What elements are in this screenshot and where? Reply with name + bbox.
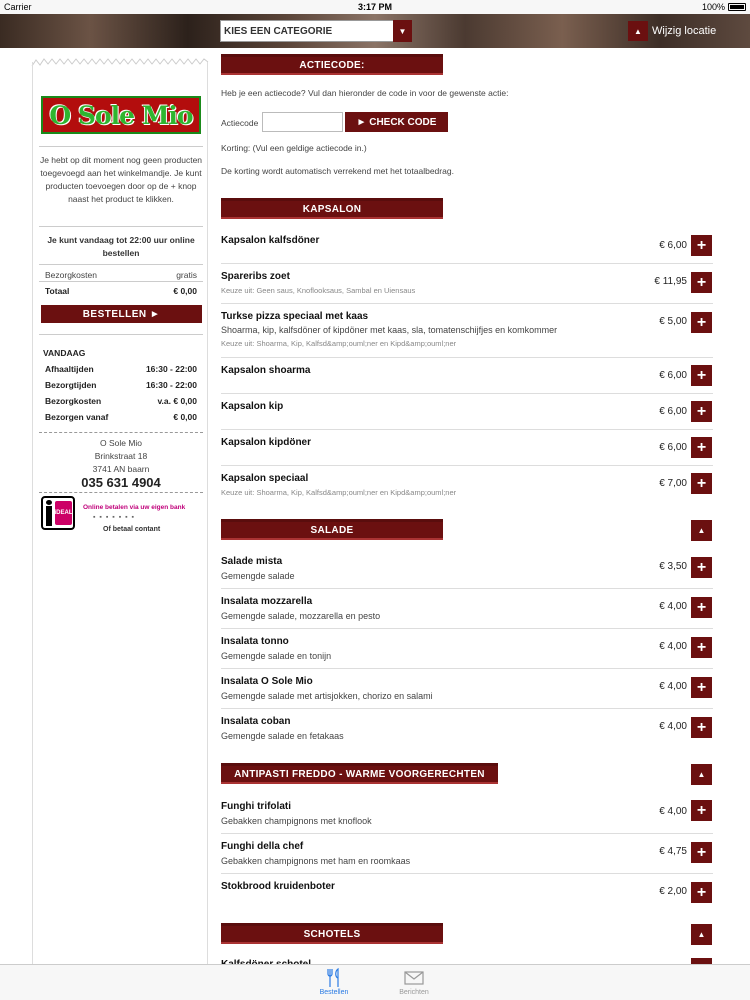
menu-item: [221, 709, 713, 749]
arrow-up-icon: ▲: [628, 21, 648, 41]
today-heading: VANDAAG: [43, 348, 86, 358]
section-header-antipasti: ANTIPASTI FREDDO - WARME VOORGERECHTEN: [221, 763, 498, 784]
battery-percent: 100%: [701, 2, 725, 12]
add-to-cart-button[interactable]: +: [691, 312, 712, 333]
item-description: Gemengde salade en fetakaas: [221, 731, 344, 741]
hours-value: € 0,00: [173, 412, 197, 422]
hours-row: [45, 380, 197, 390]
add-to-cart-button[interactable]: +: [691, 882, 712, 903]
tab-berichten-label: Berichten: [399, 989, 429, 996]
discount-note: De korting wordt automatisch verrekend met het totaalbedrag.: [221, 166, 454, 176]
carrier-label: Carrier: [4, 2, 32, 12]
item-price: € 4,00: [659, 806, 687, 817]
chevron-down-icon: ▼: [393, 20, 412, 42]
add-to-cart-button[interactable]: +: [691, 597, 712, 618]
tab-bar: [0, 964, 750, 1000]
tab-berichten[interactable]: [384, 967, 444, 996]
category-select-value: KIES EEN CATEGORIE: [224, 25, 333, 37]
hours-value: 16:30 - 22:00: [145, 380, 197, 390]
delivery-cost-value: gratis: [176, 270, 197, 280]
item-price: € 4,00: [659, 601, 687, 612]
add-to-cart-button[interactable]: +: [691, 437, 712, 458]
item-price: € 6,00: [659, 240, 687, 251]
hours-value: v.a. € 0,00: [157, 396, 197, 406]
menu-content: [221, 48, 713, 964]
item-options: Keuze uit: Geen saus, Knoflooksaus, Sambal en Uiensaus: [221, 286, 416, 295]
cutlery-icon: [304, 967, 364, 989]
item-price: € 2,00: [659, 886, 687, 897]
sidebar: [32, 62, 208, 964]
item-price: € 6,00: [659, 442, 687, 453]
item-name: Kapsalon kalfsdöner: [221, 235, 320, 246]
cash-caption: Of betaal contant: [103, 526, 161, 533]
hours-row: [45, 396, 197, 406]
total-row: [45, 286, 197, 296]
item-price: € 6,00: [659, 406, 687, 417]
delivery-cost-row: [45, 270, 197, 280]
hours-label: Bezorgtijden: [45, 380, 97, 390]
item-price: € 6,00: [659, 370, 687, 381]
section-header-schotels: SCHOTELS: [221, 923, 443, 944]
add-to-cart-button[interactable]: +: [691, 800, 712, 821]
menu-item: [221, 549, 713, 589]
total-label: Totaal: [45, 286, 70, 296]
menu-item: [221, 589, 713, 629]
item-description: Gemengde salade met artisjokken, chorizo en salami: [221, 691, 433, 701]
ideal-logo: [41, 496, 75, 530]
hours-label: Afhaaltijden: [45, 364, 94, 374]
item-name: Funghi della chef: [221, 841, 304, 852]
item-name: Spareribs zoet: [221, 271, 290, 282]
ideal-dot: [46, 500, 52, 505]
tab-bestellen-label: Bestellen: [319, 989, 349, 996]
menu-item: [221, 304, 713, 358]
item-price: € 5,00: [659, 316, 687, 327]
item-name: Insalata tonno: [221, 636, 289, 647]
item-name: Insalata coban: [221, 716, 291, 727]
divider: [39, 432, 203, 433]
item-description: Gebakken champignons met knoflook: [221, 816, 372, 826]
order-until-message: Je kunt vandaag tot 22:00 uur online bestellen: [47, 235, 195, 258]
street-address: Brinkstraat 18: [94, 451, 148, 461]
actiecode-intro: Heb je een actiecode? Vul dan hieronder de code in voor de gewenste actie:: [221, 88, 509, 98]
collapse-toggle-icon[interactable]: ▲: [691, 520, 712, 541]
change-location-button[interactable]: [628, 20, 716, 42]
add-to-cart-button[interactable]: +: [691, 272, 712, 293]
add-to-cart-button[interactable]: +: [691, 557, 712, 578]
item-price: € 11,95: [654, 276, 687, 287]
divider: [39, 146, 203, 147]
divider: [39, 334, 203, 335]
item-description: Gemengde salade en tonijn: [221, 651, 332, 661]
change-location-label: Wijzig locatie: [652, 25, 717, 37]
item-name: Kapsalon shoarma: [221, 365, 311, 376]
item-price: € 4,75: [659, 846, 687, 857]
item-price: € 3,50: [659, 561, 687, 572]
battery-indicator: [702, 2, 746, 12]
ideal-caption: Online betalen via uw eigen bank: [83, 504, 186, 511]
item-options: Keuze uit: Shoarma, Kip, Kalfsd&amp;ouml;ner en Kipd&amp;ouml;ner: [221, 339, 457, 348]
menu-item: [221, 834, 713, 874]
city-address: 3741 AN baarn: [92, 464, 150, 474]
item-options: Keuze uit: Shoarma, Kip, Kalfsd&amp;ouml;ner en Kipd&amp;ouml;ner: [221, 488, 457, 497]
clock: 3:17 PM: [357, 2, 392, 12]
menu-item: [221, 874, 713, 914]
menu-item: [221, 264, 713, 304]
collapse-toggle-icon[interactable]: ▲: [691, 764, 712, 785]
category-select[interactable]: [220, 20, 412, 42]
divider: [39, 226, 203, 227]
restaurant-logo: [41, 96, 201, 134]
discount-status: Korting: (Vul een geldige actiecode in.): [221, 143, 367, 153]
hours-value: 16:30 - 22:00: [145, 364, 197, 374]
check-code-button[interactable]: ► CHECK CODE: [345, 112, 448, 132]
add-to-cart-button[interactable]: +: [691, 235, 712, 256]
phone-number[interactable]: 035 631 4904: [81, 475, 161, 490]
battery-icon: [728, 3, 746, 11]
menu-item: [221, 669, 713, 709]
section-header-kapsalon: KAPSALON: [221, 198, 443, 219]
collapse-toggle-icon[interactable]: ▲: [691, 924, 712, 945]
hours-row: [45, 412, 197, 422]
envelope-icon: [384, 967, 444, 989]
item-name: Kapsalon speciaal: [221, 473, 309, 484]
add-to-cart-button[interactable]: +: [691, 677, 712, 698]
item-name: Turkse pizza speciaal met kaas: [221, 311, 369, 322]
item-name: Kapsalon kip: [221, 401, 284, 412]
add-to-cart-button[interactable]: +: [691, 842, 712, 863]
item-description: Gebakken champignons met ham en roomkaas: [221, 856, 411, 866]
item-name: Insalata O Sole Mio: [221, 676, 313, 687]
header-banner: [0, 14, 750, 48]
item-description: Gemengde salade: [221, 571, 295, 581]
bank-logos-icon: ▪ ▪ ▪ ▪ ▪ ▪ ▪: [93, 514, 136, 521]
menu-item: [221, 394, 713, 430]
divider: [39, 281, 203, 282]
hours-row: [45, 364, 197, 374]
add-to-cart-button[interactable]: +: [691, 401, 712, 422]
item-price: € 4,00: [659, 681, 687, 692]
item-description: Shoarma, kip, kalfsdöner of kipdöner met kaas, sla, tomatenschijfjes en komkommer: [221, 325, 558, 335]
menu-item: [221, 629, 713, 669]
add-to-cart-button[interactable]: +: [691, 365, 712, 386]
item-name: Insalata mozzarella: [221, 596, 313, 607]
item-name: Kapsalon kipdöner: [221, 437, 312, 448]
divider: [39, 492, 203, 493]
actiecode-input[interactable]: [262, 112, 343, 132]
delivery-cost-label: Bezorgkosten: [45, 270, 97, 280]
actiecode-label: Actiecode: [221, 118, 259, 128]
restaurant-name: O Sole Mio: [99, 438, 143, 448]
menu-item: [221, 430, 713, 466]
add-to-cart-button[interactable]: +: [691, 473, 712, 494]
add-to-cart-button[interactable]: +: [691, 637, 712, 658]
order-button[interactable]: BESTELLEN ►: [41, 305, 202, 323]
hours-label: Bezorgen vanaf: [45, 412, 109, 422]
ideal-bar: [46, 506, 52, 526]
item-name: Stokbrood kruidenboter: [221, 881, 335, 892]
item-description: Gemengde salade, mozzarella en pesto: [221, 611, 381, 621]
item-price: € 4,00: [659, 721, 687, 732]
add-to-cart-button[interactable]: +: [691, 717, 712, 738]
tab-bestellen[interactable]: [304, 967, 364, 996]
hours-label: Bezorgkosten: [45, 396, 102, 406]
divider: [39, 264, 203, 265]
section-header-actiecode: ACTIECODE:: [221, 54, 443, 75]
menu-item: [221, 228, 713, 264]
item-price: € 7,00: [659, 478, 687, 489]
total-value: € 0,00: [173, 286, 197, 296]
status-bar: [0, 0, 750, 14]
menu-item: [221, 466, 713, 506]
section-header-salade: SALADE: [221, 519, 443, 540]
ideal-logo-text: iDEAL: [55, 501, 72, 525]
cart-empty-message: Je hebt op dit moment nog geen producten toegevoegd aan het winkelmandje. Je kunt producten toevoegen door op de + knop naast het product te klikken.: [39, 155, 203, 204]
menu-item: [221, 794, 713, 834]
logo-text: O Sole Mio: [49, 100, 193, 130]
menu-item: [221, 358, 713, 394]
item-name: Funghi trifolati: [221, 801, 291, 812]
item-name: Salade mista: [221, 556, 283, 567]
item-price: € 4,00: [659, 641, 687, 652]
